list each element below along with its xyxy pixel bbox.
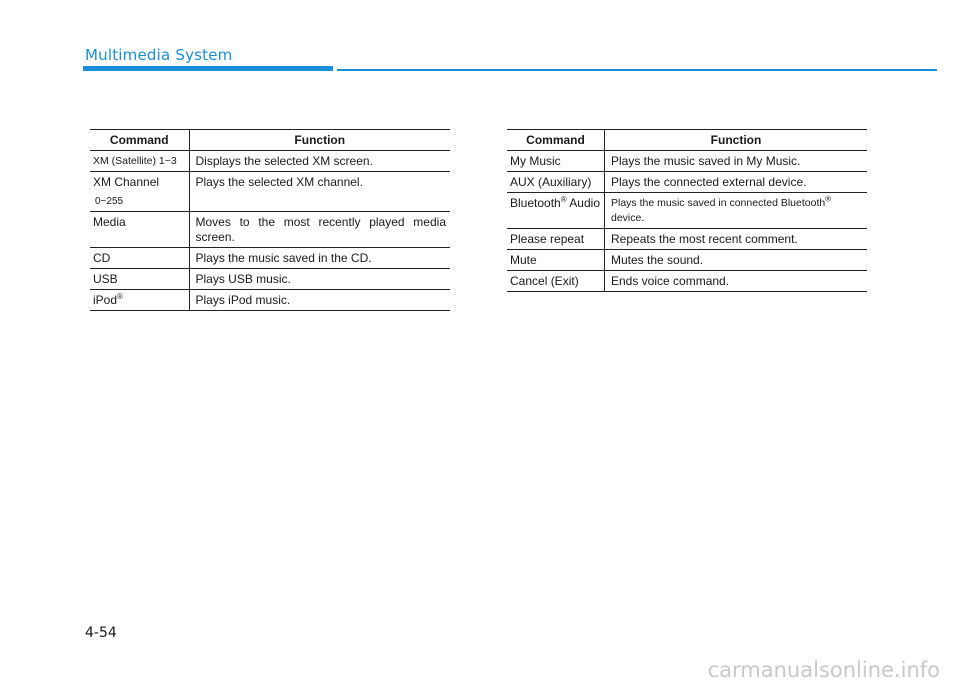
table-row: [90, 269, 450, 290]
function-text: Plays the music saved in connected Bluetooth: [611, 197, 826, 209]
table-row: [507, 271, 867, 292]
function-cell: Plays the connected external device.: [605, 172, 868, 193]
command-cell: AUX (Auxiliary): [507, 172, 605, 193]
column-header-command: Command: [507, 130, 605, 151]
command-cell: Cancel (Exit): [507, 271, 605, 292]
function-cell: Repeats the most recent comment.: [605, 229, 868, 250]
function-cell: Plays USB music.: [189, 269, 450, 290]
function-cell: Plays the music saved in My Music.: [605, 151, 868, 172]
command-text: Bluetooth: [510, 196, 561, 210]
command-cell: USB: [90, 269, 189, 290]
function-cell: Ends voice command.: [605, 271, 868, 292]
table-row: [507, 250, 867, 271]
function-cell: Plays iPod music.: [189, 290, 450, 311]
command-cell: Please repeat: [507, 229, 605, 250]
registered-mark: ®: [117, 292, 123, 301]
table-row: [90, 151, 450, 172]
section-title: Multimedia System: [85, 46, 233, 64]
function-cell: Plays the selected XM channel.: [189, 172, 450, 212]
function-cell: Plays the music saved in the CD.: [189, 248, 450, 269]
watermark-text: carmanualsonline.info: [707, 658, 940, 682]
column-header-function: Function: [605, 130, 868, 151]
table-row: [90, 212, 450, 248]
registered-mark: ®: [825, 194, 832, 204]
registered-mark: ®: [560, 195, 567, 204]
function-text-tail: device.: [611, 212, 645, 224]
table-header-row: [90, 130, 450, 151]
command-text: XM Channel: [93, 175, 160, 189]
header-rule-thick: [83, 66, 333, 71]
table-row: [90, 172, 450, 212]
page-number: 4-54: [85, 625, 117, 641]
table-row: [507, 229, 867, 250]
table-row: [90, 290, 450, 311]
function-cell: Displays the selected XM screen.: [189, 151, 450, 172]
column-header-command: Command: [90, 130, 189, 151]
table-row: [507, 151, 867, 172]
table-row: [507, 172, 867, 193]
function-cell: Mutes the sound.: [605, 250, 868, 271]
command-text-tail: Audio: [566, 196, 600, 210]
command-text: iPod: [93, 293, 118, 307]
table-row: [507, 193, 867, 229]
table-row: [90, 248, 450, 269]
command-cell: Mute: [507, 250, 605, 271]
command-cell: Media: [90, 212, 189, 248]
command-cell: [90, 172, 189, 212]
command-cell: [90, 290, 189, 311]
function-cell: [605, 193, 868, 229]
header-rule-thin: [337, 69, 937, 71]
command-cell: My Music: [507, 151, 605, 172]
command-cell: XM (Satellite) 1~3: [90, 151, 189, 172]
command-subtext: 0~255: [95, 196, 124, 207]
table-header-row: [507, 130, 867, 151]
command-cell: [507, 193, 605, 229]
voice-command-table-left: [90, 129, 450, 311]
voice-command-table-right: [507, 129, 867, 292]
function-cell: Moves to the most recently played media screen.: [189, 212, 450, 248]
column-header-function: Function: [189, 130, 450, 151]
command-cell: CD: [90, 248, 189, 269]
